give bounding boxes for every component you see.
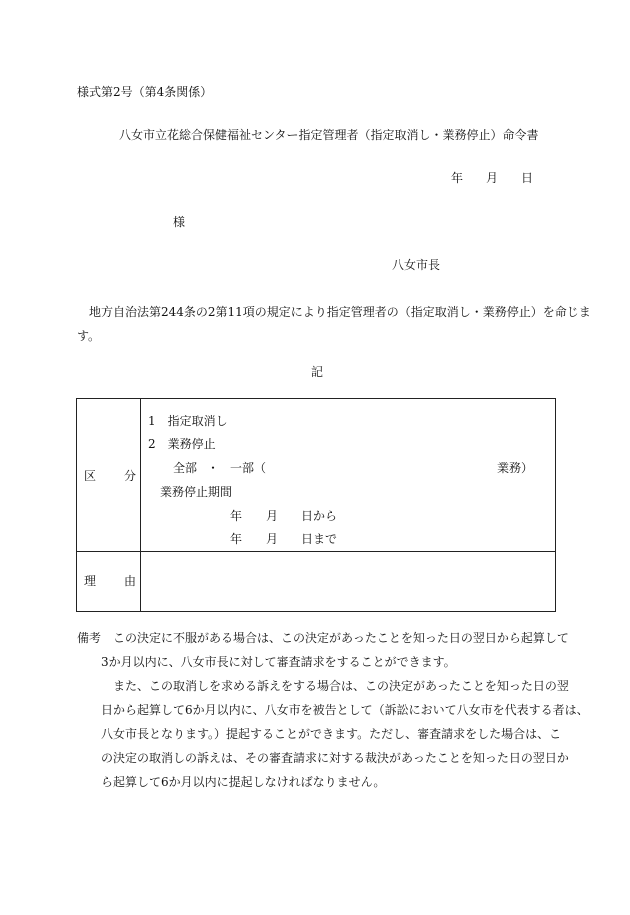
to-month: 月 <box>266 532 279 546</box>
notes <box>77 626 589 794</box>
order-table <box>76 398 556 612</box>
from-day: 日から <box>301 509 338 523</box>
body-text <box>77 300 591 348</box>
category-label-a: 区 <box>84 469 97 483</box>
note-line-4: 日から起算して6か月以内に、八女市を被告として（訴訟において八女市を代表する者は、 <box>101 703 589 717</box>
suspension-period-label: 業務停止期間 <box>160 485 233 499</box>
scope-end: 業務） <box>497 461 534 475</box>
note-line-5: 八女市長となります。）提起することができます。ただし、審査請求をした場合は、こ <box>101 727 562 741</box>
date-month-label: 月 <box>486 171 499 185</box>
scope-all: 全部 <box>173 461 198 475</box>
option-suspend: 2 業務停止 <box>148 437 216 451</box>
note-line-3: また、この取消しを求める訴えをする場合は、この決定があったことを知った日の翌 <box>113 679 569 693</box>
to-day: 日まで <box>301 532 338 546</box>
issuer: 八女市長 <box>392 258 441 272</box>
table-row-divider <box>77 551 555 552</box>
reason-label-a: 理 <box>84 574 97 588</box>
category-label-b: 分 <box>124 469 137 483</box>
note-line-7: ら起算して6か月以内に提起しなければなりません。 <box>101 775 386 789</box>
scope-separator: ・ <box>207 461 220 475</box>
table-column-divider <box>140 399 141 611</box>
date-year-label: 年 <box>451 171 464 185</box>
note-line-1-text: この決定に不服がある場合は、この決定があったことを知った日の翌日から起算して <box>113 631 569 645</box>
from-month: 月 <box>266 509 279 523</box>
note-line-1 <box>77 626 567 650</box>
notes-label: 備考 <box>77 631 102 645</box>
date-day-label: 日 <box>521 171 534 185</box>
ki-heading: 記 <box>311 365 324 379</box>
note-line-2: 3か月以内に、八女市長に対して審査請求をすることができます。 <box>101 655 456 669</box>
body-line-2: す。 <box>77 329 101 343</box>
option-cancel: 1 指定取消し <box>148 414 228 428</box>
body-line-1: 地方自治法第244条の2第11項の規定により指定管理者の（指定取消し・業務停止）を命じま <box>89 305 591 319</box>
addressee-suffix: 様 <box>173 215 186 229</box>
from-year: 年 <box>230 509 243 523</box>
to-year: 年 <box>230 532 243 546</box>
reason-label-b: 由 <box>124 574 137 588</box>
scope-part: 一部（ <box>230 461 267 475</box>
note-line-6: の決定の取消しの訴えは、その審査請求に対する裁決があったことを知った日の翌日か <box>101 751 569 765</box>
form-number: 様式第2号（第4条関係） <box>77 85 213 99</box>
document-title: 八女市立花総合保健福祉センター指定管理者（指定取消し・業務停止）命令書 <box>119 128 539 142</box>
